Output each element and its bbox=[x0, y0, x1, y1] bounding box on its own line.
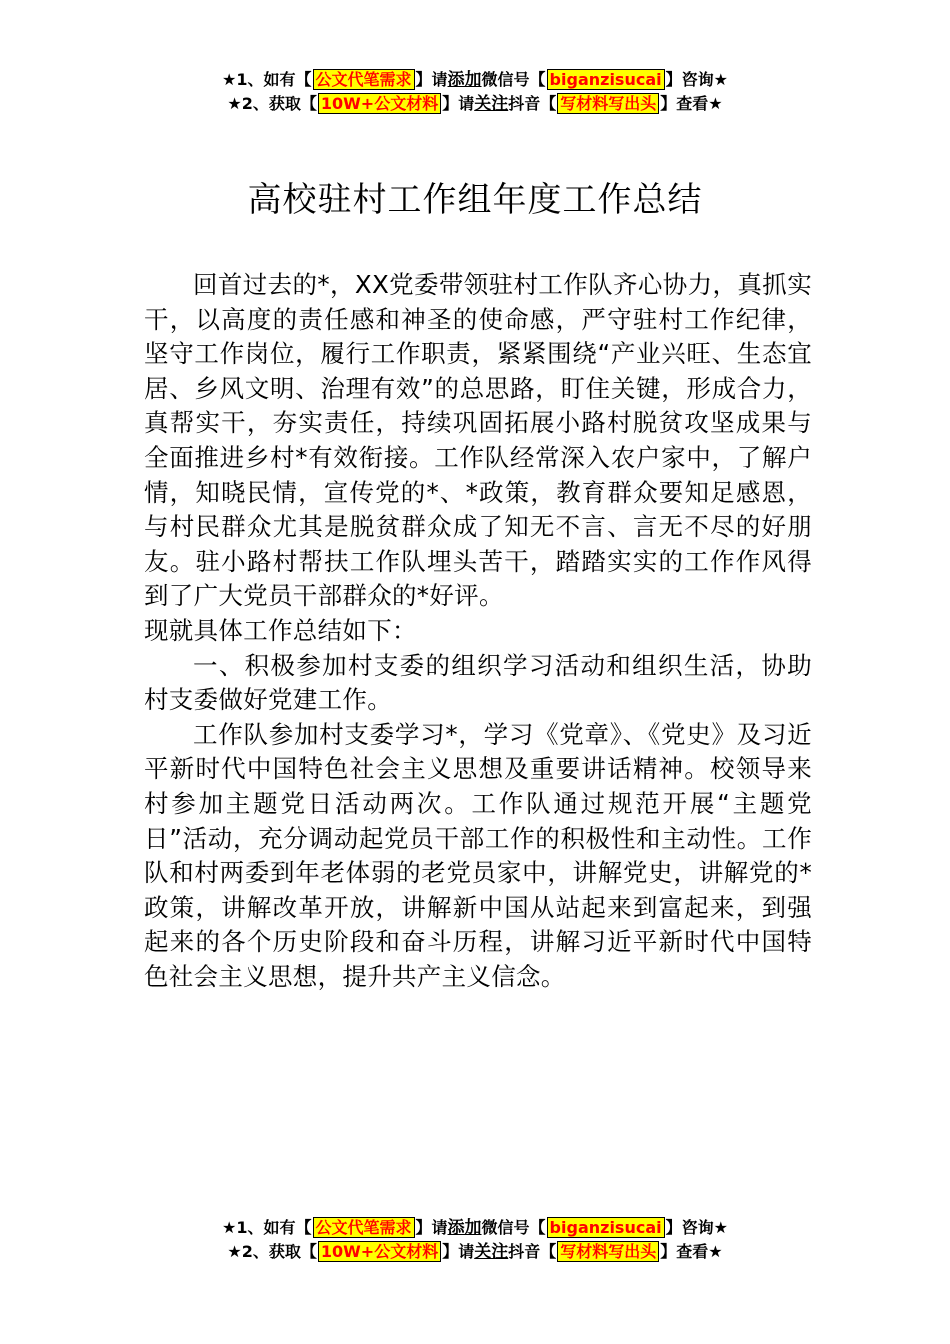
footer-line-1-text-c: 微信号【 bbox=[481, 1218, 546, 1237]
paragraph-section-1: 工作队参加村支委学习*，学习《党章》、《党史》及习近平新时代中国特色社会主义思想及重要讲话精神。校领导来村参加主题党日活动两次。工作队通过规范开展“主题党日”活动，充分调动起党员干部工作的积极性和主动性。工作队和村两委到年老体弱的老党员家中，讲解党史，讲解党的*政策，讲解改革开放，讲解新中国从站起来到富起来，到强起来的各个历史阶段和奋斗历程，讲解习近平新时代中国特色社会主义思想，提升共产主义信念。 bbox=[144, 719, 812, 991]
paragraph-intro: 回首过去的*，XX党委带领驻村工作队齐心协力，真抓实干，以高度的责任感和神圣的使命感，严守驻村工作纪律，坚守工作岗位，履行工作职责，紧紧围绕“产业兴旺、生态宜居、乡风文明、治理有效”的总思路，盯住关键，形成合力，真帮实干，夯实责任，持续巩固拓展小路村脱贫攻坚成果与全面推进乡村*有效衔接。工作队经常深入农户家中，了解户情，知晓民情，宣传党的*、*政策，教育群众要知足感恩，与村民群众尤其是脱贫群众成了知无不言、言无不尽的好朋友。驻小路村帮扶工作队埋头苦干，踏踏实实的工作作风得到了广大党员干部群众的*好评。 bbox=[144, 270, 812, 611]
paragraph-summary-lead: 现就具体工作总结如下： bbox=[144, 615, 417, 645]
footer-line-2-prefix: ★2、获取【 bbox=[227, 1242, 317, 1261]
document-body bbox=[144, 268, 812, 994]
header-line-1 bbox=[0, 68, 950, 92]
header-line-2-underlined: 关注 bbox=[474, 94, 509, 114]
header-line-1-highlight-2: biganzisucai bbox=[547, 69, 665, 90]
header-banner-top bbox=[0, 68, 950, 116]
header-line-2 bbox=[0, 92, 950, 116]
header-line-2-suffix: 】查看★ bbox=[660, 94, 723, 113]
footer-line-1-suffix: 】咨询★ bbox=[665, 1218, 728, 1237]
header-line-1-text-c: 微信号【 bbox=[481, 70, 546, 89]
header-line-2-highlight-2: 写材料写出头 bbox=[557, 93, 659, 114]
footer-line-2-underlined: 关注 bbox=[474, 1242, 509, 1262]
section-heading-1: 一、积极参加村支委的组织学习活动和组织生活，协助村支委做好党建工作。 bbox=[144, 650, 812, 715]
footer-line-1-prefix: ★1、如有【 bbox=[222, 1218, 312, 1237]
footer-banner bbox=[0, 1216, 950, 1264]
document-title: 高校驻村工作组年度工作总结 bbox=[247, 180, 703, 220]
footer-line-1-text-b: 】请 bbox=[415, 1218, 448, 1237]
footer-line-1-highlight-1: 公文代笔需求 bbox=[313, 1217, 415, 1238]
footer-line-2-text-c: 抖音【 bbox=[508, 1242, 557, 1261]
header-line-1-underlined: 添加 bbox=[447, 70, 482, 90]
header-line-2-text-c: 抖音【 bbox=[508, 94, 557, 113]
footer-line-1 bbox=[0, 1216, 950, 1240]
footer-line-2 bbox=[0, 1240, 950, 1264]
header-line-2-text-b: 】请 bbox=[442, 94, 475, 113]
footer-line-1-highlight-2: biganzisucai bbox=[547, 1217, 665, 1238]
header-line-1-suffix: 】咨询★ bbox=[665, 70, 728, 89]
header-line-2-highlight-1: 10W+公文材料 bbox=[318, 93, 441, 114]
footer-line-2-text-b: 】请 bbox=[442, 1242, 475, 1261]
header-line-1-text-b: 】请 bbox=[415, 70, 448, 89]
header-line-2-prefix: ★2、获取【 bbox=[227, 94, 317, 113]
footer-line-2-suffix: 】查看★ bbox=[660, 1242, 723, 1261]
footer-line-2-highlight-1: 10W+公文材料 bbox=[318, 1241, 441, 1262]
header-line-1-prefix: ★1、如有【 bbox=[222, 70, 312, 89]
footer-line-1-underlined: 添加 bbox=[447, 1218, 482, 1238]
header-line-1-highlight-1: 公文代笔需求 bbox=[313, 69, 415, 90]
footer-line-2-highlight-2: 写材料写出头 bbox=[557, 1241, 659, 1262]
